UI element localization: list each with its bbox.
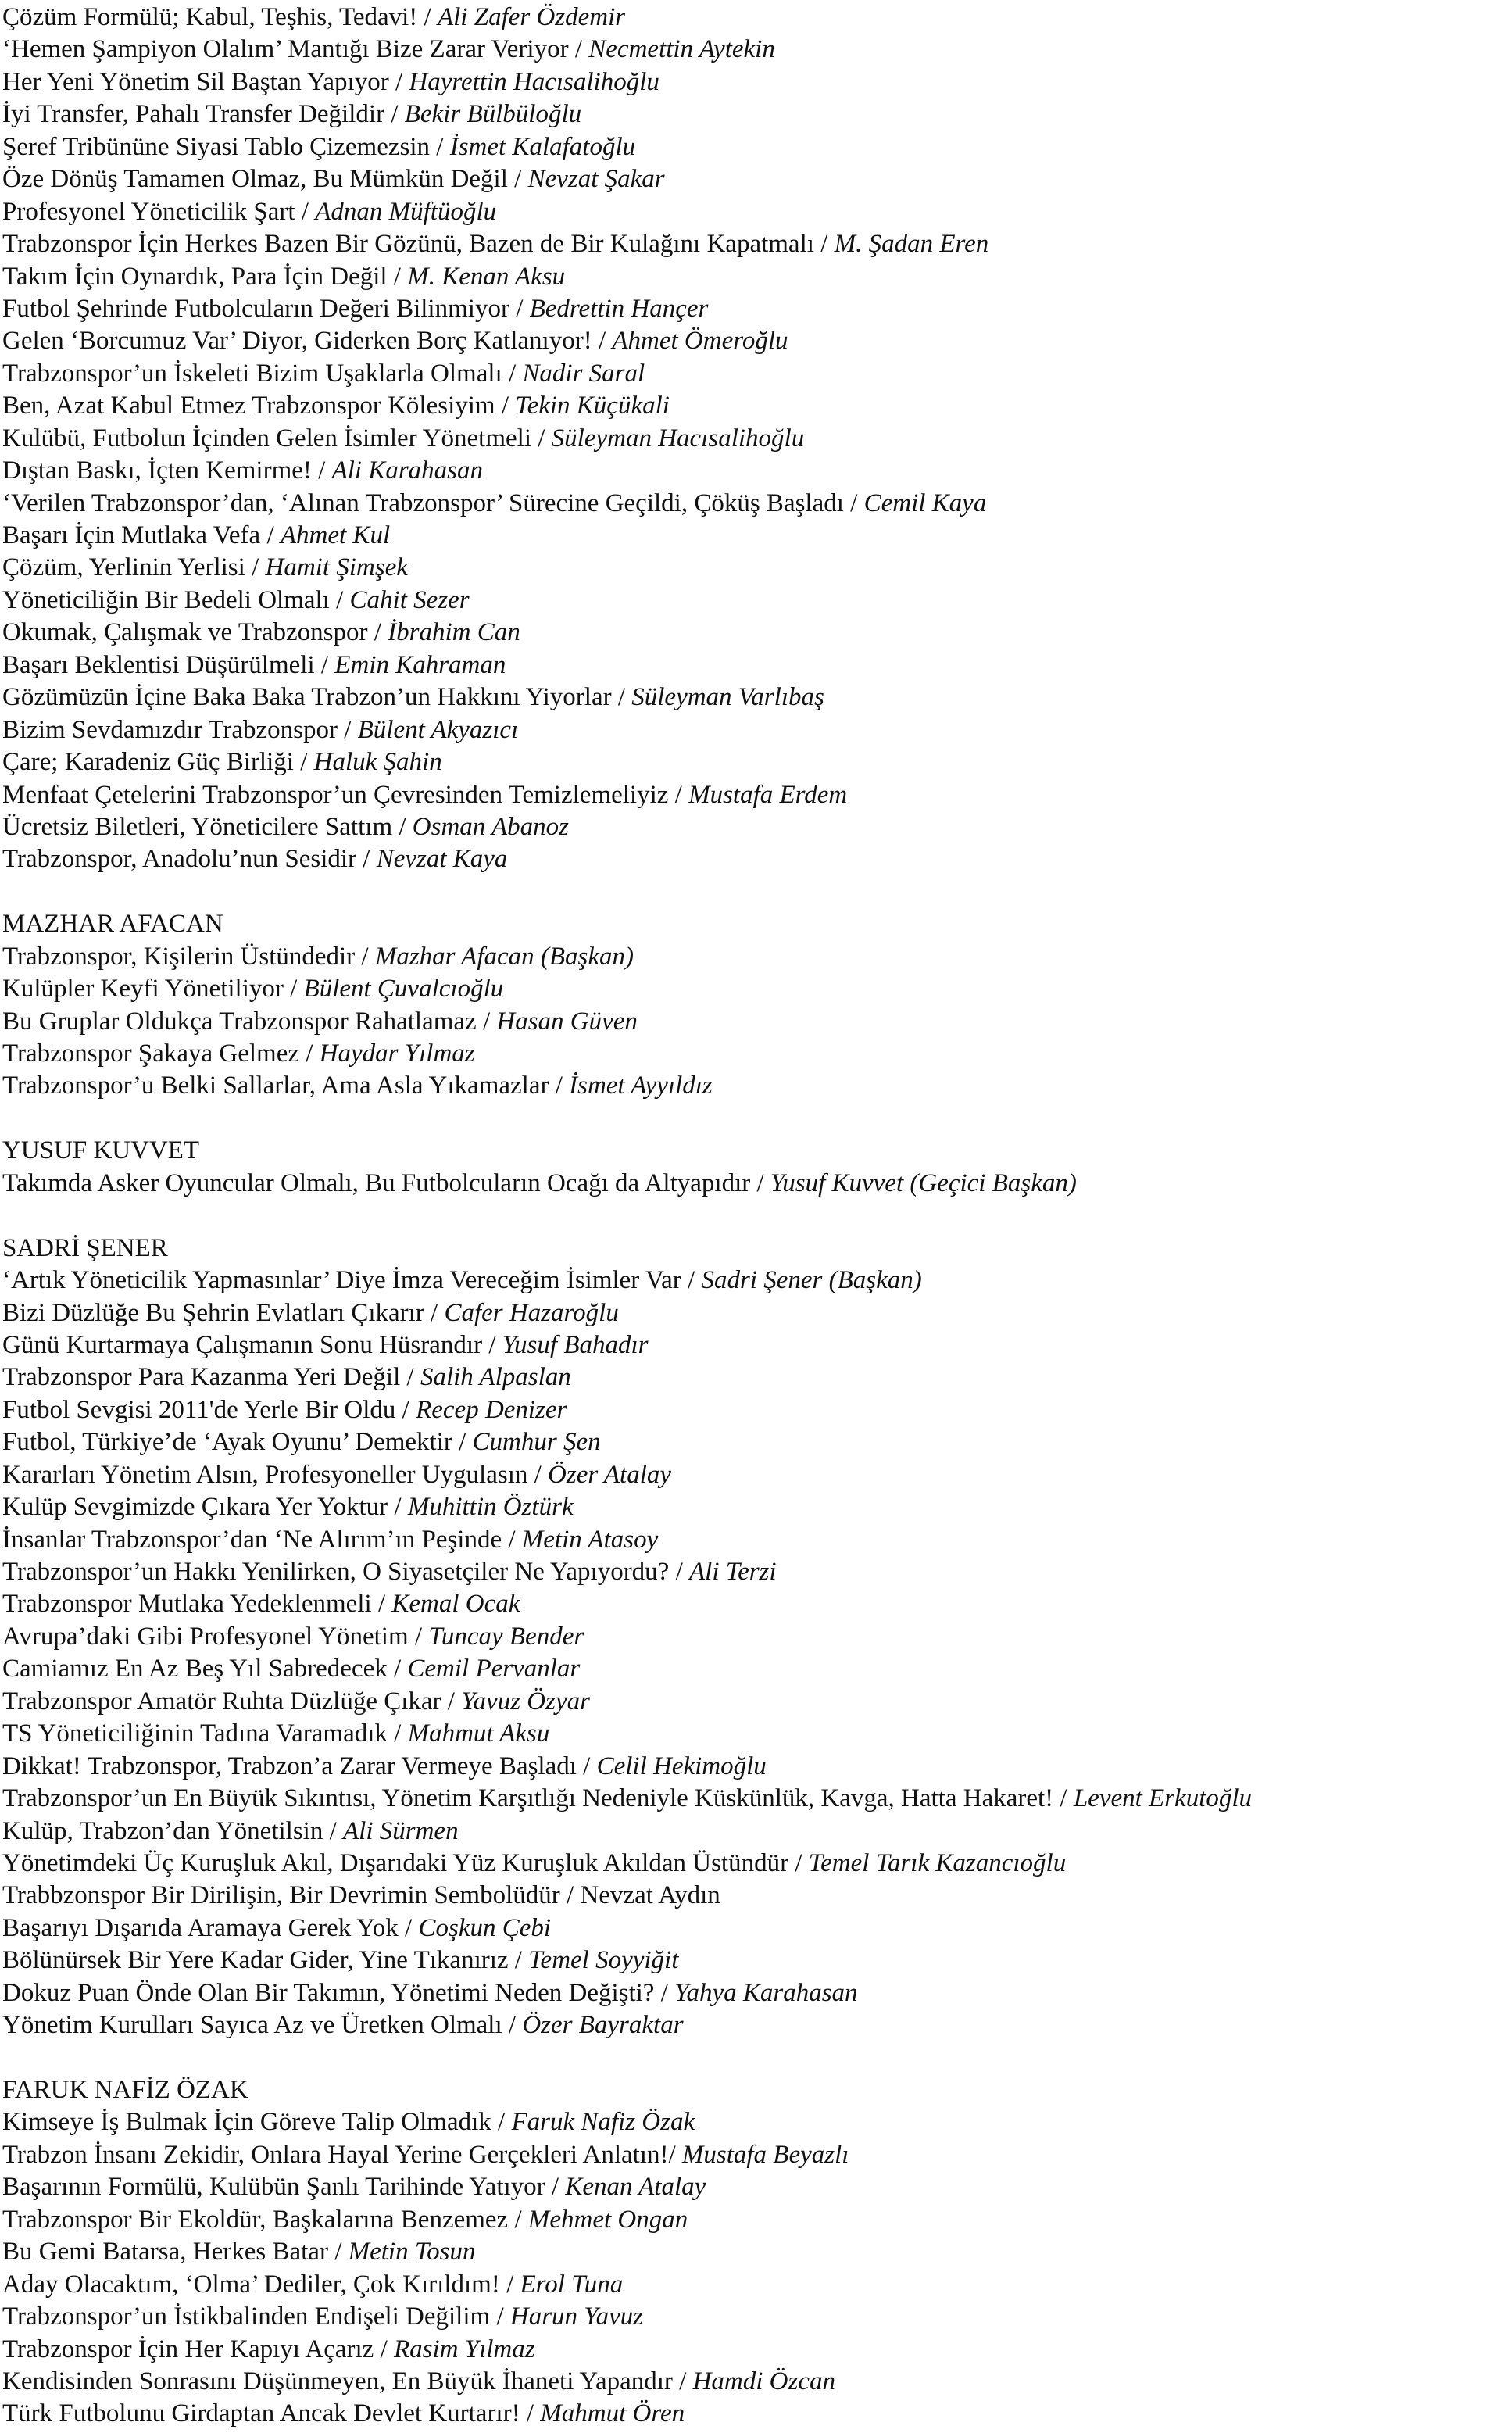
entry-title: Çare; Karadeniz Güç Birliği — [2, 748, 294, 777]
entry-separator: / — [545, 2173, 566, 2202]
entry-title: Yöneticiliğin Bir Bedeli Olmalı — [2, 585, 330, 614]
toc-entry — [2, 66, 1512, 98]
entry-separator: / — [592, 327, 613, 356]
toc-entry — [2, 325, 1512, 357]
entry-author: Erol Tuna — [520, 2270, 624, 2299]
entry-author: Cemil Pervanlar — [407, 1655, 581, 1683]
entry-title: Profesyonel Yöneticilik Şart — [2, 197, 295, 226]
entry-separator: / — [356, 845, 377, 874]
toc-entry — [2, 1329, 1512, 1361]
toc-entry — [2, 34, 1512, 66]
entry-separator: / — [1053, 1784, 1074, 1813]
entry-title: Takımda Asker Oyuncular Olmalı, Bu Futbolcuların Ocağı da Altyapıdır — [2, 1168, 751, 1197]
entry-author: Tekin Küçükali — [515, 392, 670, 420]
entry-author: Kenan Atalay — [565, 2173, 706, 2202]
entry-title: Futbol, Türkiye’de ‘Ayak Oyunu’ Demektir — [2, 1428, 452, 1457]
entry-title: Avrupa’daki Gibi Profesyonel Yönetim — [2, 1622, 409, 1651]
entry-author: Tuncay Bender — [428, 1622, 584, 1651]
entry-author: Ali Sürmen — [343, 1816, 459, 1845]
entry-separator: / — [293, 748, 314, 777]
entry-title: Şeref Tribününe Siyasi Tablo Çizemezsin — [2, 132, 431, 161]
entry-separator: / — [520, 2399, 541, 2428]
entry-separator: / — [311, 456, 332, 485]
toc-entry — [2, 746, 1512, 778]
toc-entry — [2, 163, 1512, 195]
entry-author: Mehmet Ongan — [527, 2205, 688, 2234]
toc-entry — [2, 1070, 1512, 1102]
entry-title: Öze Dönüş Tamamen Olmaz, Bu Mümkün Değil — [2, 165, 508, 194]
entry-title: Dikkat! Trabzonspor, Trabzon’a Zarar Vermeye Başladı — [2, 1751, 577, 1780]
entry-title: Trabzonspor’un İstikbalinden Endişeli Değilim — [2, 2302, 491, 2331]
entry-title: Başarı İçin Mutlaka Vefa — [2, 521, 261, 549]
toc-entry — [2, 2204, 1512, 2236]
entry-separator: / — [482, 1330, 502, 1359]
toc-entry — [2, 649, 1512, 682]
entry-separator: / — [398, 1913, 419, 1942]
entry-separator: / — [388, 1493, 408, 1522]
toc-entry — [2, 1588, 1512, 1620]
entry-title: Trabzonspor Para Kazanma Yeri Değil — [2, 1363, 401, 1392]
entry-separator: / — [408, 1622, 429, 1651]
entry-title: Futbol Sevgisi 2011'de Yerle Bir Oldu — [2, 1395, 396, 1424]
entry-author: Cemil Kaya — [863, 488, 987, 517]
entry-separator: / — [495, 392, 516, 420]
entry-separator: / — [441, 1687, 462, 1716]
entry-separator: / — [568, 35, 589, 64]
toc-entry — [2, 261, 1512, 293]
entry-separator: / — [430, 132, 450, 161]
entry-author: Temel Tarık Kazancıoğlu — [808, 1848, 1067, 1877]
entry-title: Dokuz Puan Önde Olan Bir Takımın, Yönetimi Neden Değişti? — [2, 1978, 655, 2007]
entry-author: İbrahim Can — [388, 618, 520, 647]
entry-author: Mahmut Ören — [540, 2399, 685, 2428]
entry-separator: / — [527, 1460, 549, 1489]
entry-title: Kulübü, Futbolun İçinden Gelen İsimler Yönetmeli — [2, 424, 531, 453]
entry-title: ‘Verilen Trabzonspor’dan, ‘Alınan Trabzonspor’ Sürecine Geçildi, Çöküş Başladı — [2, 488, 844, 517]
toc-entry — [2, 2334, 1512, 2366]
entry-title: Günü Kurtarmaya Çalışmanın Sonu Hüsrandır — [2, 1330, 483, 1359]
entry-author: Ali Terzi — [689, 1558, 777, 1586]
entry-separator: / — [295, 197, 316, 226]
toc-entry — [2, 390, 1512, 422]
entry-separator: / — [672, 2367, 693, 2395]
entry-title: Bölünürsek Bir Yere Kadar Gider, Yine Tıkanırız — [2, 1946, 509, 1975]
entry-title: Okumak, Çalışmak ve Trabzonspor — [2, 618, 368, 647]
entry-author: Ahmet Ömeroğlu — [612, 327, 788, 356]
entry-title: Bu Gruplar Oldukça Trabzonspor Rahatlamaz — [2, 1007, 477, 1036]
entry-separator: / — [367, 618, 388, 647]
entry-title: Trabzonspor Bir Ekoldür, Başkalarına Benzemez — [2, 2205, 509, 2234]
entry-author: Adnan Müftüoğlu — [315, 197, 497, 226]
entry-author: M. Kenan Aksu — [407, 262, 566, 291]
toc-entry — [2, 2, 1512, 34]
section-gap — [2, 1103, 1512, 1135]
entry-author: Nadir Saral — [522, 359, 645, 388]
entry-separator: / — [813, 230, 835, 259]
entry-separator: / — [384, 100, 405, 129]
entry-separator: / — [388, 67, 409, 96]
entry-title: Trabzonspor İçin Her Kapıyı Açarız — [2, 2335, 374, 2363]
entry-title: Kimseye İş Bulmak İçin Göreve Talip Olmadık — [2, 2108, 491, 2137]
entry-author: Süleyman Varlıbaş — [631, 683, 824, 712]
entry-title: Bu Gemi Batarsa, Herkes Batar — [2, 2238, 328, 2267]
entry-title: Trabzon İnsanı Zekidir, Onlara Hayal Yerine Gerçekleri Anlatın! — [2, 2140, 669, 2169]
entry-author: Coşkun Çebi — [418, 1913, 552, 1942]
toc-entry — [2, 455, 1512, 487]
entry-separator: / — [502, 1525, 522, 1554]
entry-title: Gelen ‘Borcumuz Var’ Diyor, Giderken Borç Katlanıyor! — [2, 327, 592, 356]
toc-entry — [2, 779, 1512, 811]
entry-author: Yahya Karahasan — [674, 1978, 858, 2007]
entry-author: İsmet Kalafatoğlu — [449, 132, 636, 161]
toc-entry — [2, 552, 1512, 584]
entry-separator: / — [549, 1072, 570, 1100]
entry-author: Salih Alpaslan — [420, 1363, 571, 1392]
toc-entry — [2, 1621, 1512, 1653]
entry-author: Ali Zafer Özdemir — [437, 3, 626, 31]
entry-title: İnsanlar Trabzonspor’dan ‘Ne Alırım’ın Peşinde — [2, 1525, 502, 1554]
entry-author: Yavuz Özyar — [461, 1687, 590, 1716]
entry-author: Bülent Akyazıcı — [357, 715, 519, 744]
entry-author: Harun Yavuz — [509, 2302, 644, 2331]
toc-entry — [2, 1783, 1512, 1815]
entry-separator: / — [417, 3, 438, 31]
entry-title: Kulüp Sevgimizde Çıkara Yer Yoktur — [2, 1493, 388, 1522]
entry-author: Cumhur Şen — [472, 1428, 601, 1457]
entry-separator: / — [323, 1816, 344, 1845]
entry-author: Emin Kahraman — [334, 650, 506, 679]
entry-title: Ücretsiz Biletleri, Yöneticilere Sattım — [2, 812, 393, 841]
entry-separator: / — [260, 521, 281, 549]
toc-entry — [2, 585, 1512, 617]
entry-author: M. Şadan Eren — [834, 230, 989, 259]
entry-author: Kemal Ocak — [391, 1590, 520, 1619]
entry-author: Haluk Şahin — [313, 748, 442, 777]
toc-entry — [2, 973, 1512, 1005]
toc-entry — [2, 1912, 1512, 1945]
entry-title: TS Yöneticiliğinin Tadına Varamadık — [2, 1719, 388, 1748]
entry-title: Çözüm Formülü; Kabul, Teşhis, Tedavi! — [2, 3, 418, 31]
entry-author: Mahmut Aksu — [407, 1719, 550, 1748]
entry-title: Türk Futbolunu Girdaptan Ancak Devlet Kurtarır! — [2, 2399, 520, 2428]
toc-entry — [2, 1168, 1512, 1200]
toc-entry — [2, 1524, 1512, 1556]
entry-title: Trabzonspor Şakaya Gelmez — [2, 1039, 300, 1068]
section-heading: SADRİ ŞENER — [2, 1233, 168, 1262]
entry-separator: / — [507, 165, 528, 194]
section-heading: MAZHAR AFACAN — [2, 910, 223, 939]
entry-title: Trabzonspor Amatör Ruhta Düzlüğe Çıkar — [2, 1687, 441, 1716]
toc-entry — [2, 1297, 1512, 1329]
section-heading: YUSUF KUVVET — [2, 1136, 200, 1165]
entry-author: Ali Karahasan — [331, 456, 484, 485]
entry-separator: / — [452, 1428, 473, 1457]
entry-separator: / — [395, 1395, 416, 1424]
toc-entry — [2, 98, 1512, 131]
entry-separator: / — [509, 294, 530, 323]
entry-separator: / — [327, 2238, 349, 2267]
entry-separator: / — [502, 2011, 523, 2040]
entry-title: Gözümüzün İçine Baka Baka Trabzon’un Hakkını Yiyorlar — [2, 683, 612, 712]
toc-entry — [2, 131, 1512, 163]
entry-author: Yusuf Kuvvet (Geçici Başkan) — [770, 1168, 1077, 1197]
entry-title: Başarıyı Dışarıda Aramaya Gerek Yok — [2, 1913, 399, 1942]
toc-entry — [2, 2236, 1512, 2268]
entry-author: Nevzat Şakar — [527, 165, 665, 194]
toc-entry — [2, 1686, 1512, 1718]
entry-separator: / — [559, 1881, 581, 1910]
toc-entry — [2, 1459, 1512, 1491]
entry-author: Celil Hekimoğlu — [596, 1751, 767, 1780]
entry-title: Dıştan Baskı, İçten Kemirme! — [2, 456, 312, 485]
toc-entry — [2, 488, 1512, 520]
entry-author: İsmet Ayyıldız — [569, 1072, 713, 1100]
toc-entry — [2, 196, 1512, 228]
entry-title: Aday Olacaktım, ‘Olma’ Dediler, Çok Kırıldım! — [2, 2270, 500, 2299]
entry-separator: / — [499, 2270, 520, 2299]
toc-entry — [2, 1038, 1512, 1070]
entry-title: Yönetimdeki Üç Kuruşluk Akıl, Dışarıdaki Yüz Kuruşluk Akıldan Üstündür — [2, 1848, 789, 1877]
entry-separator: / — [283, 975, 304, 1004]
entry-author: Temel Soyyiğit — [528, 1946, 679, 1975]
toc-entry — [2, 682, 1512, 714]
toc-entry — [2, 293, 1512, 325]
toc-entry — [2, 520, 1512, 552]
entry-author: Bülent Çuvalcıoğlu — [303, 975, 504, 1004]
entry-author: Mazhar Afacan (Başkan) — [374, 942, 634, 971]
entry-title: Kulüpler Keyfi Yönetiliyor — [2, 975, 284, 1004]
entry-title: Kararları Yönetim Alsın, Profesyoneller Uygulasın — [2, 1460, 528, 1489]
entry-author: Sadri Şener (Başkan) — [701, 1266, 922, 1295]
entry-author: Mustafa Beyazlı — [681, 2140, 849, 2169]
entry-separator: / — [491, 2108, 512, 2137]
toc-entry — [2, 423, 1512, 455]
entry-author: Cahit Sezer — [349, 585, 470, 614]
toc-entry — [2, 1426, 1512, 1458]
toc-entry — [2, 714, 1512, 746]
entry-author: Hamdi Özcan — [692, 2367, 835, 2395]
entry-separator: / — [424, 1298, 445, 1327]
entry-title: Trabzonspor’un Hakkı Yenilirken, O Siyasetçiler Ne Yapıyordu? — [2, 1558, 670, 1586]
entry-separator: / — [314, 650, 335, 679]
toc-entry — [2, 1265, 1512, 1297]
toc-entry — [2, 1653, 1512, 1685]
entry-separator: / — [371, 1590, 392, 1619]
entry-separator: / — [750, 1168, 770, 1197]
entry-title: Başarının Formülü, Kulübün Şanlı Tarihinde Yatıyor — [2, 2173, 545, 2202]
toc-entry — [2, 811, 1512, 843]
entry-author: Hamit Şimşek — [265, 553, 408, 582]
toc-entry — [2, 1751, 1512, 1783]
toc-entry — [2, 2398, 1512, 2430]
entry-author: Muhittin Öztürk — [407, 1493, 574, 1522]
entry-author: Özer Atalay — [548, 1460, 672, 1489]
toc-entry — [2, 843, 1512, 875]
entry-separator: / — [387, 1719, 408, 1748]
toc-entry — [2, 1491, 1512, 1523]
toc-entry — [2, 2366, 1512, 2398]
entry-separator: / — [611, 683, 632, 712]
entry-title: Futbol Şehrinde Futbolcuların Değeri Bilinmiyor — [2, 294, 509, 323]
entry-title: Trabzonspor, Kişilerin Üstündedir — [2, 942, 356, 971]
entry-title: Camiamız En Az Beş Yıl Sabredecek — [2, 1655, 388, 1683]
section-heading: FARUK NAFİZ ÖZAK — [2, 2076, 248, 2104]
entry-author: Recep Denizer — [416, 1395, 567, 1424]
toc-entry — [2, 941, 1512, 973]
entry-title: Başarı Beklentisi Düşürülmeli — [2, 650, 315, 679]
entry-author: Levent Erkutoğlu — [1073, 1784, 1253, 1813]
section-gap — [2, 876, 1512, 908]
toc-entry — [2, 2009, 1512, 2041]
toc-entry — [2, 1816, 1512, 1848]
toc-entry — [2, 1848, 1512, 1880]
toc-entry — [2, 1977, 1512, 2009]
toc-entry — [2, 2139, 1512, 2171]
entry-title: Bizi Düzlüğe Bu Şehrin Evlatları Çıkarır — [2, 1298, 424, 1327]
entry-title: Kendisinden Sonrasını Düşünmeyen, En Büyük İhaneti Yapandır — [2, 2367, 673, 2395]
entry-author: Rasim Yılmaz — [393, 2335, 535, 2363]
toc-entry — [2, 2269, 1512, 2301]
entry-separator: / — [654, 1978, 675, 2007]
entry-separator: / — [788, 1848, 809, 1877]
entry-title: ‘Hemen Şampiyon Olalım’ Mantığı Bize Zarar Veriyor — [2, 35, 569, 64]
entry-title: Trabzonspor’u Belki Sallarlar, Ama Asla Yıkamazlar — [2, 1072, 549, 1100]
entry-title: Trabzonspor, Anadolu’nun Sesidir — [2, 845, 357, 874]
entry-title: Trabzonspor Mutlaka Yedeklenmeli — [2, 1590, 372, 1619]
entry-separator: / — [669, 1558, 689, 1586]
entry-author: Necmettin Aytekin — [588, 35, 775, 64]
entry-author: Süleyman Hacısalihoğlu — [551, 424, 805, 453]
entry-title: Ben, Azat Kabul Etmez Trabzonspor Kölesiyim — [2, 392, 495, 420]
toc-entry — [2, 2171, 1512, 2203]
section-gap — [2, 2042, 1512, 2074]
entry-separator: / — [392, 812, 413, 841]
entry-author: Metin Tosun — [348, 2238, 476, 2267]
entry-separator: / — [355, 942, 375, 971]
toc-entry — [2, 2106, 1512, 2138]
entry-title: Takım İçin Oynardık, Para İçin Değil — [2, 262, 388, 291]
entry-title: Trabzonspor’un İskeleti Bizim Uşaklarla Olmalı — [2, 359, 502, 388]
toc-entry — [2, 1361, 1512, 1394]
entry-author: Hayrettin Hacısalihoğlu — [409, 67, 659, 96]
entry-separator: / — [387, 262, 408, 291]
entry-title: Bizim Sevdamızdır Trabzonspor — [2, 715, 338, 744]
toc-entry — [2, 1006, 1512, 1038]
entry-separator: / — [668, 780, 689, 809]
toc — [2, 2, 1512, 2431]
entry-author: Özer Bayraktar — [522, 2011, 684, 2040]
entry-author: Ahmet Kul — [280, 521, 391, 549]
entry-separator: / — [576, 1751, 597, 1780]
entry-separator: / — [245, 553, 266, 582]
entry-author: Cafer Hazaroğlu — [444, 1298, 619, 1327]
toc-entry — [2, 358, 1512, 390]
entry-author: Hasan Güven — [496, 1007, 638, 1036]
toc-entry — [2, 1945, 1512, 1977]
toc-entry — [2, 1718, 1512, 1750]
entry-author: Faruk Nafiz Özak — [511, 2108, 695, 2137]
entry-separator: / — [374, 2335, 394, 2363]
entry-author: Nevzat Kaya — [376, 845, 508, 874]
entry-title: Menfaat Çetelerini Trabzonspor’un Çevresinden Temizlemeliyiz — [2, 780, 669, 809]
entry-separator: / — [508, 1946, 529, 1975]
entry-author: Mustafa Erdem — [688, 780, 848, 809]
toc-entry — [2, 228, 1512, 260]
entry-separator: / — [476, 1007, 497, 1036]
entry-title: Kulüp, Trabzon’dan Yönetilsin — [2, 1816, 323, 1845]
entry-author: Haydar Yılmaz — [319, 1039, 475, 1068]
toc-entry — [2, 1394, 1512, 1426]
entry-title: İyi Transfer, Pahalı Transfer Değildir — [2, 100, 385, 129]
entry-author: Metin Atasoy — [521, 1525, 659, 1554]
entry-title: Yönetim Kurulları Sayıca Az ve Üretken Olmalı — [2, 2011, 502, 2040]
entry-title: Çözüm, Yerlinin Yerlisi — [2, 553, 245, 582]
entry-separator: / — [329, 585, 350, 614]
section-gap — [2, 1200, 1512, 1232]
entry-separator: / — [681, 1266, 702, 1295]
entry-separator: / — [668, 2140, 682, 2169]
entry-title: Trabzonspor İçin Herkes Bazen Bir Gözünü, Bazen de Bir Kulağını Kapatmalı — [2, 230, 814, 259]
entry-separator: / — [337, 715, 358, 744]
entry-separator: / — [299, 1039, 320, 1068]
entry-separator: / — [531, 424, 552, 453]
entry-title: Trabzonspor’un En Büyük Sıkıntısı, Yönetim Karşıtlığı Nedeniyle Küskünlük, Kavga, Hatta Hakaret! — [2, 1784, 1054, 1813]
entry-separator: / — [843, 488, 864, 517]
entry-author: Yusuf Bahadır — [502, 1330, 649, 1359]
entry-separator: / — [508, 2205, 528, 2234]
toc-entry — [2, 1556, 1512, 1588]
entry-separator: / — [400, 1363, 420, 1392]
entry-separator: / — [502, 359, 523, 388]
entry-separator: / — [387, 1655, 408, 1683]
entry-title: Trabbzonspor Bir Dirilişin, Bir Devrimin Sembolüdür — [2, 1881, 560, 1910]
entry-title: ‘Artık Yöneticilik Yapmasınlar’ Diye İmza Vereceğim İsimler Var — [2, 1266, 681, 1295]
entry-author: Bekir Bülbüloğlu — [404, 100, 582, 129]
entry-author: Bedrettin Hançer — [529, 294, 709, 323]
toc-entry — [2, 1880, 1512, 1912]
entry-author: Nevzat Aydın — [580, 1881, 720, 1910]
entry-author: Osman Abanoz — [412, 812, 569, 841]
toc-entry — [2, 2301, 1512, 2333]
entry-separator: / — [490, 2302, 510, 2331]
entry-title: Her Yeni Yönetim Sil Baştan Yapıyor — [2, 67, 389, 96]
toc-entry — [2, 617, 1512, 649]
